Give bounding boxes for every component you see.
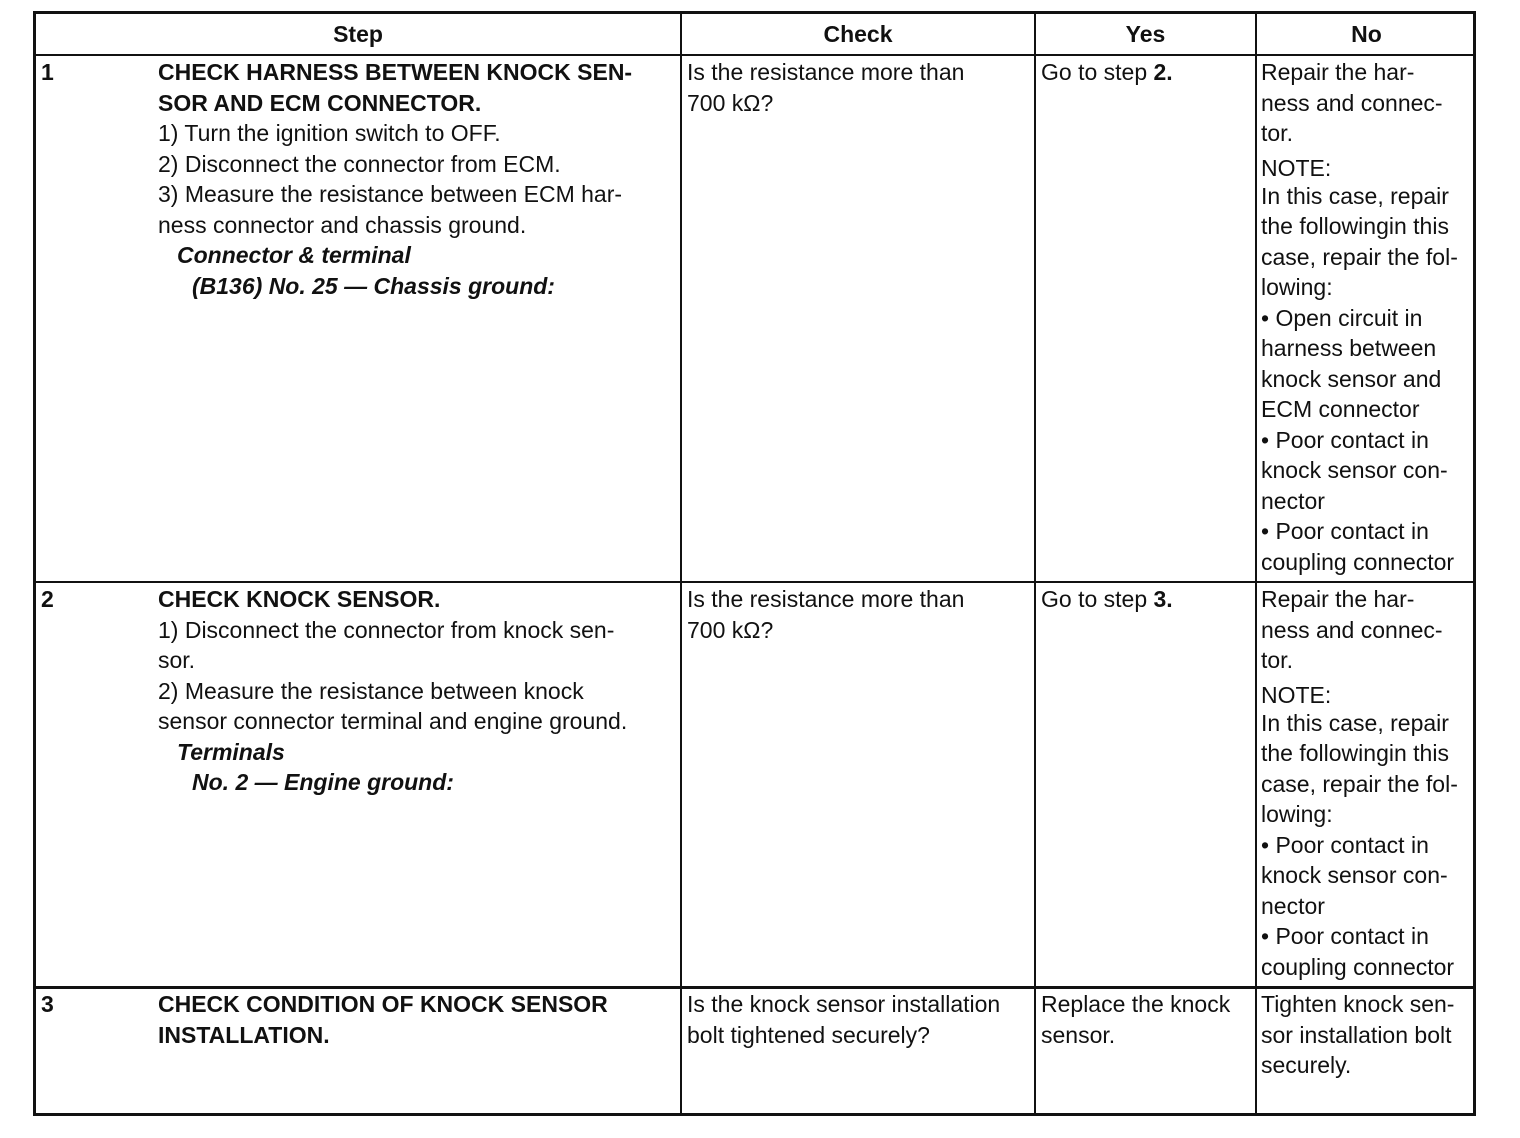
note-line: the followingin this — [1261, 213, 1449, 239]
check-question — [687, 584, 1032, 645]
bullet-item: • Poor contact in — [1261, 831, 1429, 858]
yes-text: Go to step — [1041, 586, 1154, 612]
row-divider — [36, 581, 1473, 583]
spec-label: Connector & terminal — [177, 242, 411, 268]
header-check: Check — [823, 21, 893, 47]
spec-value: (B136) No. 25 — Chassis ground: — [192, 272, 555, 299]
check-line: 700 kΩ? — [687, 616, 774, 643]
check-question — [687, 989, 1032, 1050]
no-action — [1261, 584, 1476, 982]
header-yes: Yes — [1125, 21, 1166, 47]
step-title: CHECK KNOCK SENSOR. — [158, 586, 441, 612]
note-line: lowing: — [1261, 274, 1333, 300]
bullet-line: nector — [1261, 892, 1325, 919]
step-instruction: sensor connector terminal and engine ground. — [158, 708, 628, 734]
yes-step-ref: 2. — [1153, 59, 1173, 85]
step-instruction: 2) Disconnect the connector from ECM. — [158, 150, 561, 177]
note-line: case, repair the fol- — [1261, 243, 1458, 270]
bullet-line: ECM connector — [1261, 396, 1420, 422]
no-action — [1261, 57, 1476, 577]
bullet-line: nector — [1261, 487, 1325, 514]
bullet-line: coupling connector — [1261, 953, 1455, 980]
check-question — [687, 57, 1032, 118]
bullet-item: • Poor contact in — [1261, 923, 1429, 949]
yes-action — [1041, 989, 1253, 1050]
step-title: INSTALLATION. — [158, 1021, 330, 1048]
step-title: CHECK CONDITION OF KNOCK SENSOR — [158, 991, 608, 1017]
step-instruction: 1) Disconnect the connector from knock sen- — [158, 616, 615, 643]
header-step: Step — [333, 21, 383, 47]
bullet-item: • Open circuit in — [1261, 304, 1423, 331]
no-line: Tighten knock sen- — [1261, 991, 1455, 1017]
step-instruction: sor. — [158, 647, 196, 673]
note-line: In this case, repair — [1261, 182, 1449, 209]
column-divider — [680, 14, 682, 1113]
step-instruction: 3) Measure the resistance between ECM har- — [158, 181, 623, 207]
check-line: bolt tightened securely? — [687, 1021, 930, 1048]
no-line: ness and connec- — [1261, 89, 1443, 116]
bullet-line: coupling connector — [1261, 548, 1455, 575]
note-line: lowing: — [1261, 801, 1333, 827]
no-line: ness and connec- — [1261, 616, 1443, 643]
step-title: SOR AND ECM CONNECTOR. — [158, 89, 482, 116]
step-title: CHECK HARNESS BETWEEN KNOCK SEN- — [158, 59, 633, 85]
note-line: In this case, repair — [1261, 709, 1449, 736]
bullet-item: • Poor contact in — [1261, 518, 1429, 544]
step-number: 1 — [41, 59, 54, 85]
check-line: 700 kΩ? — [687, 89, 774, 116]
note-label: NOTE: — [1261, 681, 1332, 708]
column-divider — [1255, 14, 1257, 1113]
bullet-line: knock sensor con- — [1261, 457, 1448, 483]
no-line: securely. — [1261, 1052, 1352, 1078]
step-instruction: 1) Turn the ignition switch to OFF. — [158, 120, 501, 146]
yes-action — [1041, 584, 1253, 615]
note-line: the followingin this — [1261, 740, 1449, 766]
note-label: NOTE: — [1261, 154, 1332, 181]
check-line: Is the knock sensor installation — [687, 991, 1001, 1017]
yes-line: sensor. — [1041, 1021, 1116, 1048]
yes-step-ref: 3. — [1153, 586, 1173, 612]
no-line: tor. — [1261, 647, 1293, 673]
step-instruction: 2) Measure the resistance between knock — [158, 677, 584, 704]
diagnostic-table — [33, 11, 1476, 1116]
spec-value: No. 2 — Engine ground: — [192, 769, 454, 795]
column-divider — [1034, 14, 1036, 1113]
no-line: Repair the har- — [1261, 59, 1415, 85]
no-action — [1261, 989, 1476, 1081]
step-description — [158, 989, 678, 1050]
step-instruction: ness connector and chassis ground. — [158, 211, 527, 238]
note-line: case, repair the fol- — [1261, 770, 1458, 797]
step-description — [158, 57, 678, 301]
step-number: 2 — [41, 586, 54, 612]
no-line: tor. — [1261, 120, 1293, 146]
bullet-line: harness between — [1261, 335, 1437, 361]
check-line: Is the resistance more than — [687, 59, 965, 85]
yes-text: Go to step — [1041, 59, 1154, 85]
check-line: Is the resistance more than — [687, 586, 965, 612]
yes-action — [1041, 57, 1253, 88]
no-line: sor installation bolt — [1261, 1021, 1452, 1048]
yes-line: Replace the knock — [1041, 991, 1231, 1017]
header-no: No — [1351, 21, 1382, 47]
bullet-item: • Poor contact in — [1261, 426, 1429, 453]
bullet-line: knock sensor and — [1261, 365, 1442, 392]
step-number: 3 — [41, 991, 54, 1017]
bullet-line: knock sensor con- — [1261, 862, 1448, 888]
no-line: Repair the har- — [1261, 586, 1415, 612]
step-description — [158, 584, 678, 798]
header-divider — [36, 54, 1473, 56]
spec-label: Terminals — [177, 738, 285, 765]
